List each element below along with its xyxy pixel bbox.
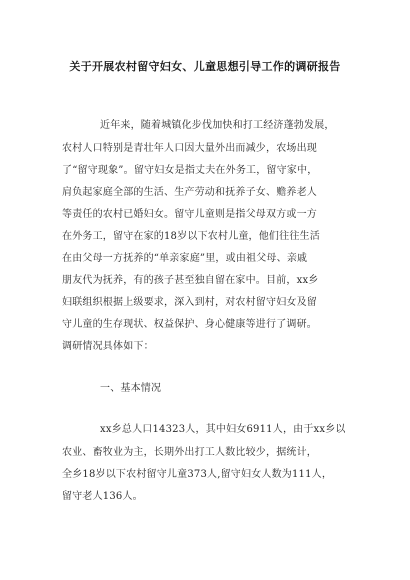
intro-line: 守儿童的生存现状、权益保护、身心健康等进行了调研。 [62, 319, 317, 330]
intro-line: 调研情况具体如下： [62, 341, 154, 352]
intro-line: 等责任的农村已婚妇女。留守儿童则是指父母双方或一方 [62, 209, 317, 220]
intro-line: 近年来，随着城镇化步伐加快和打工经济蓬勃发展， [100, 120, 335, 131]
intro-line: 在由父母一方抚养的“单亲家庭”里，或由祖父母、亲戚 [62, 253, 308, 264]
section-line: 农业、畜牧业为主，长期外出打工人数比较少，据统计， [62, 447, 317, 458]
intro-line: 妇联组织根据上级要求，深入到村，对农村留守妇女及留 [62, 297, 317, 308]
document-title: 关于开展农村留守妇女、儿童思想引导工作的调研报告 [69, 60, 341, 73]
section-line: 留守老人136人。 [62, 491, 143, 502]
intro-line: 在外务工，留守在家的18岁以下农村儿童，他们往往生活 [62, 231, 320, 242]
intro-line: 农村人口特别是青壮年人口因大量外出而减少，农场出现 [62, 143, 317, 154]
intro-line: 朋友代为抚养，有的孩子甚至独自留在家中。目前，xx乡 [62, 275, 319, 286]
intro-line: 了“留守现象”。留守妇女是指丈夫在外务工，留守家中， [62, 165, 318, 176]
section-heading: 一、基本情况 [100, 383, 162, 394]
intro-line: 肩负起家庭全部的生活、生产劳动和抚养子女、赡养老人 [62, 187, 317, 198]
section-line: xx乡总人口14323人，其中妇女6911人，由于xx乡以 [100, 424, 346, 435]
section-line: 全乡18岁以下农村留守儿童373人,留守妇女人数为111人， [62, 469, 333, 480]
